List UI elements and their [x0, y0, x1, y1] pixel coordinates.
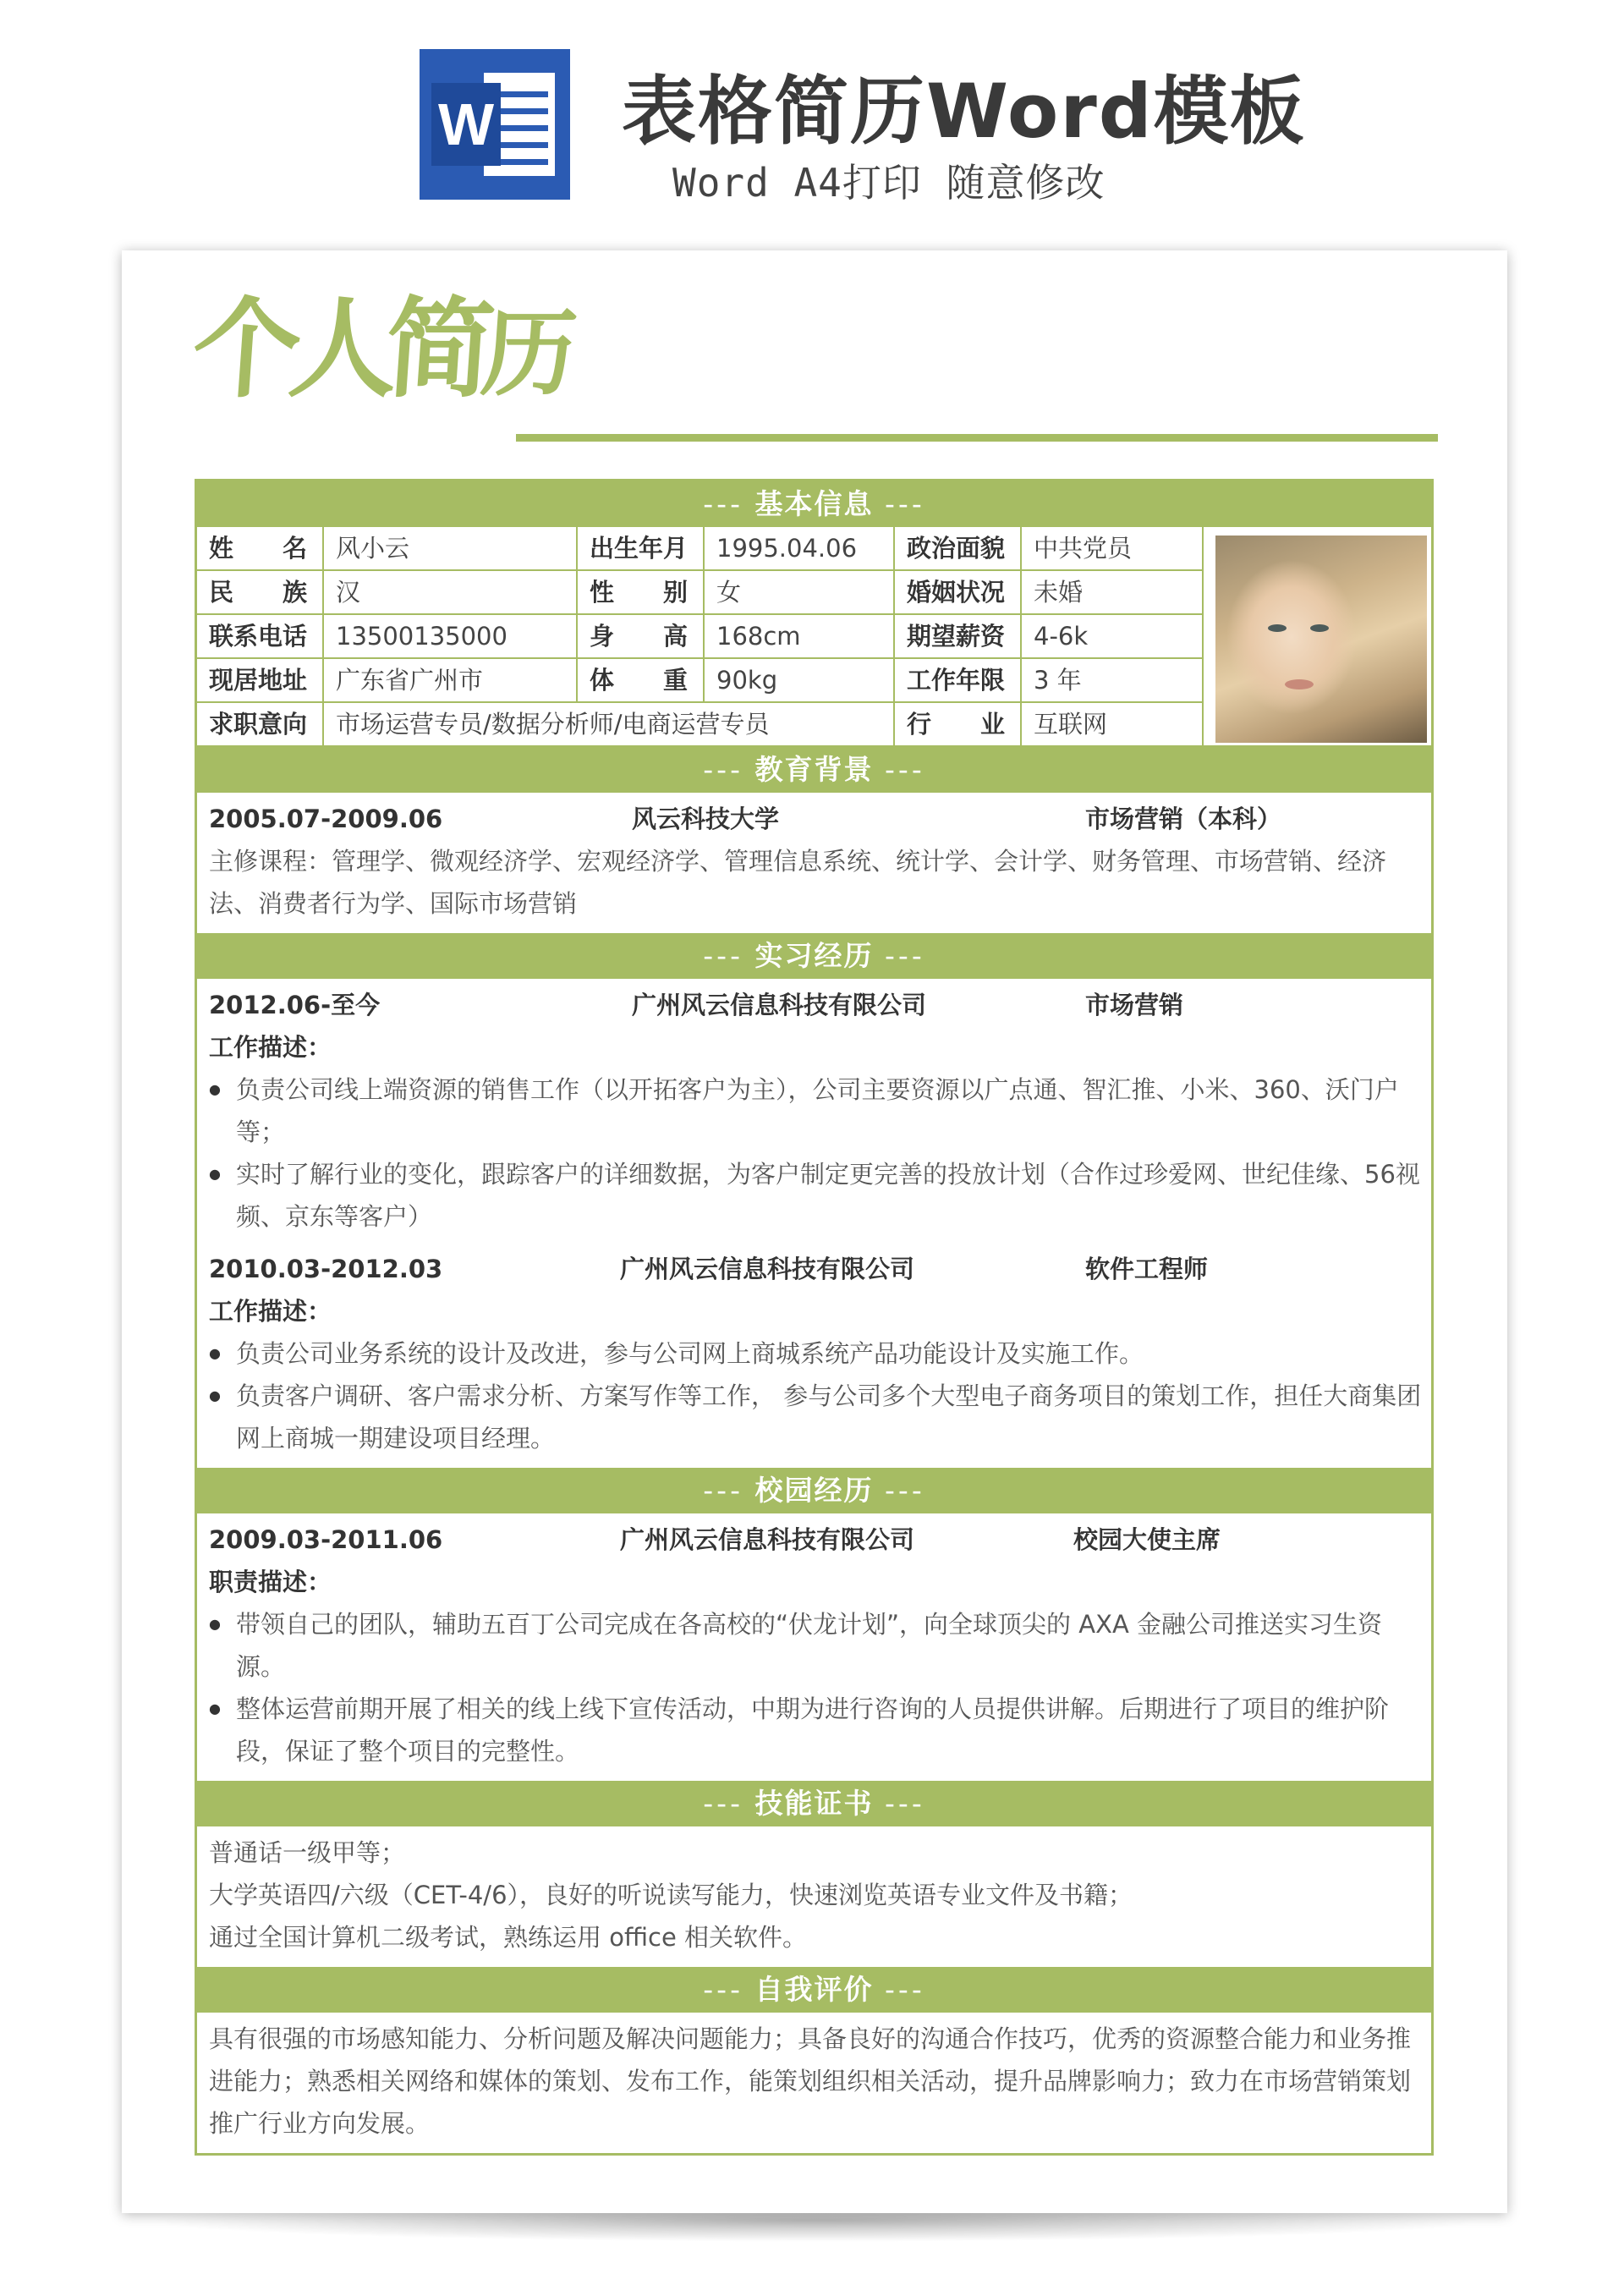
self-eval-text: 具有很强的市场感知能力、分析问题及解决问题能力；具备良好的沟通合作技巧，优秀的资源整合能力和业务推进能力；熟悉相关网络和媒体的策划、发布工作，能策划组织相关活动，提升品牌影响力；致力在市场营销策划推广行业方向发展。	[209, 2024, 1412, 2138]
profile-photo	[1215, 536, 1427, 743]
education-body	[197, 793, 1431, 933]
info-value: 未婚	[1022, 571, 1204, 615]
section-header-skills	[197, 1781, 1431, 1826]
job-point: ● 负责客户调研、客户需求分析、方案写作等工作， 参与公司多个大型电子商务项目的策划工作，担任大商集团网上商城一期建设项目经理。	[197, 1375, 1431, 1459]
dash: ---	[703, 753, 743, 786]
job-date: 2012.06-至今	[209, 991, 381, 1019]
campus-body	[197, 1513, 1431, 1781]
info-value: 汉	[324, 571, 578, 615]
resume-table	[195, 479, 1434, 2156]
skill-line: 普通话一级甲等；	[209, 1838, 406, 1867]
dash: ---	[703, 487, 743, 520]
info-value: 168cm	[705, 615, 895, 659]
section-title: 教育背景	[754, 753, 874, 786]
dash: ---	[703, 939, 743, 972]
info-label: 现居地址	[197, 659, 324, 703]
word-letter: W	[431, 83, 501, 166]
info-value: 4-6k	[1022, 615, 1204, 659]
info-label: 体 重	[578, 659, 705, 703]
info-value: 13500135000	[324, 615, 578, 659]
dash: ---	[885, 1787, 925, 1820]
section-title: 基本信息	[754, 487, 874, 520]
dash: ---	[885, 487, 925, 520]
info-value: 广东省广州市	[324, 659, 578, 703]
job-point: ● 负责公司线上端资源的销售工作（以开拓客户为主），公司主要资源以广点通、智汇推、小米、360、沃门户等；	[197, 1068, 1431, 1153]
info-label: 政治面貌	[895, 527, 1022, 571]
campus-company: 广州风云信息科技有限公司	[620, 1525, 915, 1554]
word-line	[501, 159, 548, 165]
section-title: 实习经历	[754, 939, 874, 972]
logo-art-part2: 简	[381, 287, 487, 413]
info-value: 女	[705, 571, 895, 615]
job-row	[197, 984, 1431, 1026]
dash: ---	[885, 1474, 925, 1507]
campus-desc-label: 职责描述：	[209, 1568, 332, 1596]
dash: ---	[885, 1973, 925, 2006]
photo-eye	[1310, 624, 1329, 632]
info-value: 90kg	[705, 659, 895, 703]
education-school: 风云科技大学	[632, 805, 780, 833]
dash: ---	[885, 939, 925, 972]
logo-art-part3: 历	[478, 299, 569, 409]
info-label: 婚姻状况	[895, 571, 1022, 615]
skills-body	[197, 1826, 1431, 1967]
campus-role: 校园大使主席	[1073, 1525, 1221, 1554]
info-label: 性 别	[578, 571, 705, 615]
info-label: 期望薪资	[895, 615, 1022, 659]
job-company: 广州风云信息科技有限公司	[632, 991, 927, 1019]
education-major: 市场营销（本科）	[1085, 805, 1282, 833]
info-value: 互联网	[1022, 703, 1204, 747]
job-date: 2010.03-2012.03	[209, 1255, 443, 1283]
info-label: 姓 名	[197, 527, 324, 571]
photo-lip	[1285, 679, 1314, 689]
page-subtitle: Word A4打印 随意修改	[672, 160, 1106, 206]
basic-info-grid	[197, 527, 1204, 747]
dash: ---	[703, 1474, 743, 1507]
logo-rule	[516, 434, 1438, 442]
word-line	[501, 125, 548, 131]
section-header-self-eval	[197, 1967, 1431, 2013]
info-label: 求职意向	[197, 703, 324, 747]
skill-line: 大学英语四/六级（CET-4/6），良好的听说读写能力，快速浏览英语专业文件及书籍；	[209, 1881, 1133, 1909]
info-value: 中共党员	[1022, 527, 1204, 571]
info-label: 工作年限	[895, 659, 1022, 703]
info-label: 出生年月	[578, 527, 705, 571]
section-header-basic	[197, 481, 1431, 527]
education-date: 2005.07-2009.06	[209, 805, 443, 833]
job-company: 广州风云信息科技有限公司	[620, 1255, 915, 1283]
dash: ---	[885, 753, 925, 786]
job-point: ● 负责公司业务系统的设计及改进，参与公司网上商城系统产品功能设计及实施工作。	[197, 1332, 1431, 1375]
job-row	[197, 1248, 1431, 1290]
photo-frame	[1204, 527, 1431, 747]
photo-face	[1215, 536, 1427, 743]
info-label: 联系电话	[197, 615, 324, 659]
info-value: 1995.04.06	[705, 527, 895, 571]
education-courses: 主修课程：管理学、微观经济学、宏观经济学、管理信息系统、统计学、会计学、财务管理、市场营销、经济法、消费者行为学、国际市场营销	[209, 847, 1387, 918]
job-desc-label: 工作描述：	[209, 1033, 332, 1062]
info-label: 民 族	[197, 571, 324, 615]
logo-art-part1: 个人	[188, 287, 391, 413]
section-header-education	[197, 747, 1431, 793]
resume-logo-art	[188, 287, 569, 413]
info-value: 市场运营专员/数据分析师/电商运营专员	[324, 703, 895, 747]
word-line	[501, 108, 548, 114]
photo-eye	[1268, 624, 1287, 632]
page-title: 表格简历Word模板	[622, 68, 1306, 155]
job-role: 市场营销	[1085, 991, 1184, 1019]
info-value: 风小云	[324, 527, 578, 571]
campus-row	[197, 1519, 1431, 1561]
section-title: 校园经历	[754, 1474, 874, 1507]
section-title: 自我评价	[754, 1973, 874, 2006]
campus-date: 2009.03-2011.06	[209, 1525, 443, 1554]
word-line	[501, 91, 548, 97]
section-header-internship	[197, 933, 1431, 979]
basic-info	[197, 527, 1431, 747]
job-desc-label: 工作描述：	[209, 1297, 332, 1326]
campus-point: ● 带领自己的团队，辅助五百丁公司完成在各高校的“伏龙计划”，向全球顶尖的 AXA 金融公司推送实习生资源。	[197, 1603, 1431, 1688]
info-value: 3 年	[1022, 659, 1204, 703]
dash: ---	[703, 1787, 743, 1820]
dash: ---	[703, 1973, 743, 2006]
self-eval-body	[197, 2013, 1431, 2153]
section-header-campus	[197, 1468, 1431, 1513]
info-label: 行 业	[895, 703, 1022, 747]
word-icon	[420, 49, 570, 200]
word-line	[501, 142, 548, 148]
education-row	[197, 798, 1431, 840]
job-role: 软件工程师	[1085, 1255, 1209, 1283]
campus-point: ● 整体运营前期开展了相关的线上线下宣传活动，中期为进行咨询的人员提供讲解。后期进行了项目的维护阶段，保证了整个项目的完整性。	[197, 1688, 1431, 1772]
skill-line: 通过全国计算机二级考试，熟练运用 office 相关软件。	[209, 1923, 808, 1952]
job-point: ● 实时了解行业的变化，跟踪客户的详细数据，为客户制定更完善的投放计划（合作过珍爱网、世纪佳缘、56视频、京东等客户）	[197, 1153, 1431, 1238]
section-title: 技能证书	[754, 1787, 874, 1820]
info-label: 身 高	[578, 615, 705, 659]
internship-body	[197, 979, 1431, 1468]
